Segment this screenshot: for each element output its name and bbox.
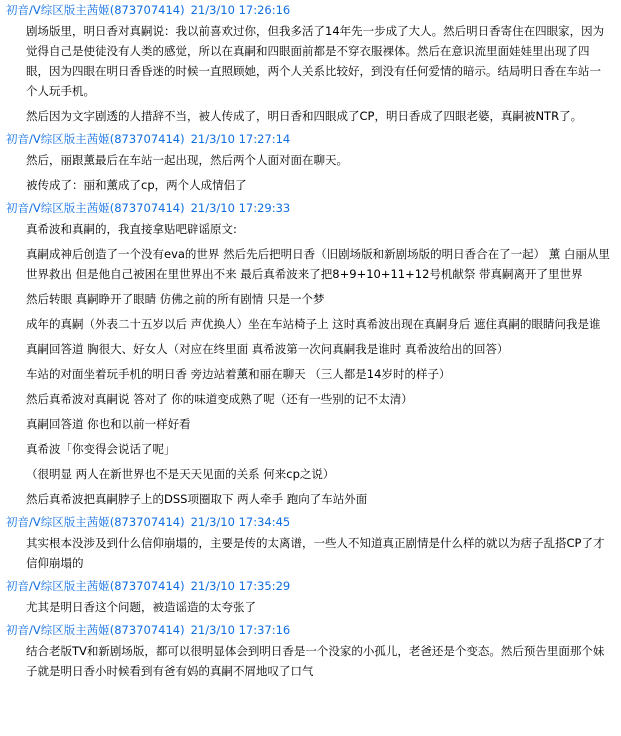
message-body	[6, 148, 611, 198]
message-body	[6, 217, 611, 512]
message-line: 真希波「你变得会说话了呢」	[26, 442, 176, 456]
message-body	[6, 639, 611, 684]
sender-name[interactable]: 初音/V综区版主茜姬	[6, 623, 110, 637]
sender-name[interactable]: 初音/V综区版主茜姬	[6, 201, 110, 215]
sender-qq-number[interactable]: (873707414)	[109, 623, 185, 637]
sender-qq-number[interactable]: (873707414)	[109, 201, 185, 215]
message-header	[6, 577, 611, 595]
message-line: （很明显 两人在新世界也不是天天见面的关系 何来cp之说）	[26, 467, 335, 481]
message-line: 结合老版TV和新剧场版，都可以很明显体会到明日香是一个没家的小孤儿，老爸还是个变态。然后预告里面那个妹子就是明日香小时候看到有爸有妈的真嗣不屑地叹了口气	[26, 644, 605, 678]
sender-qq-number[interactable]: (873707414)	[109, 515, 185, 529]
message-header	[6, 130, 611, 148]
message-line: 然后转眼 真嗣睁开了眼睛 仿佛之前的所有剧情 只是一个梦	[26, 292, 325, 306]
chat-message	[6, 130, 611, 198]
message-body	[6, 595, 611, 620]
message-body	[6, 19, 611, 129]
sender-name[interactable]: 初音/V综区版主茜姬	[6, 579, 110, 593]
sender-qq-number[interactable]: (873707414)	[109, 132, 185, 146]
message-line: 然后，丽跟薰最后在车站一起出现，然后两个人面对面在聊天。	[26, 153, 348, 167]
chat-message	[6, 199, 611, 512]
message-line: 真嗣回答道 胸很大、好女人（对应在终里面 真希波第一次问真嗣我是谁时 真希波给出的回答）	[26, 342, 509, 356]
message-timestamp: 21/3/10 17:29:33	[190, 201, 291, 215]
message-line: 然后因为文字剧透的人措辞不当，被人传成了，明日香和四眼成了CP，明日香成了四眼老婆，真嗣被NTR了。	[26, 109, 583, 123]
message-timestamp: 21/3/10 17:35:29	[190, 579, 291, 593]
chat-log	[0, 1, 621, 684]
message-timestamp: 21/3/10 17:34:45	[190, 515, 291, 529]
message-header	[6, 513, 611, 531]
sender-name[interactable]: 初音/V综区版主茜姬	[6, 3, 110, 17]
message-line: 车站的对面坐着玩手机的明日香 旁边站着薰和丽在聊天 （三人都是14岁时的样子）	[26, 367, 451, 381]
message-line: 剧场版里，明日香对真嗣说：我以前喜欢过你，但我多活了14年先一步成了大人。然后明日香寄住在四眼家，因为觉得自己是使徒没有人类的感觉，所以在真嗣和四眼面前都是不穿衣服裸体。然后在意识流里面娃娃里出现了四眼，因为四眼在明日香昏迷的时候一直照顾她，两个人关系比较好，到没有任何爱情的暗示。结局明日香在车站一个人玩手机。	[26, 24, 605, 98]
message-line: 成年的真嗣（外表二十五岁以后 声优换人）坐在车站椅子上 这时真希波出现在真嗣身后 遮住真嗣的眼睛问我是谁	[26, 317, 601, 331]
message-body	[6, 531, 611, 576]
message-line: 真嗣成神后创造了一个没有eva的世界 然后先后把明日香（旧剧场版和新剧场版的明日香合在了一起） 薰 白丽从里世界救出 但是他自己被困在里世界出不来 最后真希波来了把8+9+10+11+12号机献祭 带真嗣离开了里世界	[26, 247, 610, 281]
chat-message	[6, 1, 611, 129]
message-header	[6, 199, 611, 217]
sender-name[interactable]: 初音/V综区版主茜姬	[6, 132, 110, 146]
message-line: 被传成了：丽和薰成了cp，两个人成情侣了	[26, 178, 247, 192]
message-line: 真嗣回答道 你也和以前一样好看	[26, 417, 191, 431]
message-timestamp: 21/3/10 17:37:16	[190, 623, 291, 637]
chat-message	[6, 577, 611, 620]
message-timestamp: 21/3/10 17:26:16	[190, 3, 291, 17]
message-line: 尤其是明日香这个问题，被造谣造的太夸张了	[26, 600, 256, 614]
message-line: 其实根本没涉及到什么信仰崩塌的，主要是传的太离谱，一些人不知道真正剧情是什么样的就以为痞子乱搭CP了才信仰崩塌的	[26, 536, 605, 570]
sender-qq-number[interactable]: (873707414)	[109, 3, 185, 17]
message-timestamp: 21/3/10 17:27:14	[190, 132, 291, 146]
sender-qq-number[interactable]: (873707414)	[109, 579, 185, 593]
message-line: 真希波和真嗣的，我直接拿贴吧辟谣原文:	[26, 222, 237, 236]
chat-message	[6, 513, 611, 576]
message-header	[6, 621, 611, 639]
message-line: 然后真希波对真嗣说 答对了 你的味道变成熟了呢（还有一些别的记不太清）	[26, 392, 413, 406]
sender-name[interactable]: 初音/V综区版主茜姬	[6, 515, 110, 529]
message-line: 然后真希波把真嗣脖子上的DSS项圈取下 两人牵手 跑向了车站外面	[26, 492, 368, 506]
message-header	[6, 1, 611, 19]
chat-message	[6, 621, 611, 684]
